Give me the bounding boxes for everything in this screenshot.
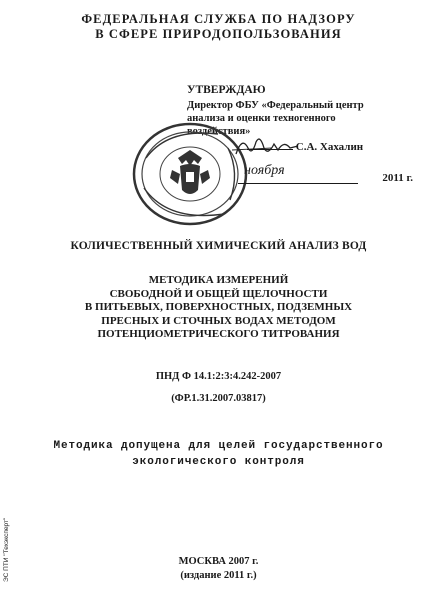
method-line-5: ПОТЕНЦИОМЕТРИЧЕСКОГО ТИТРОВАНИЯ <box>97 328 340 341</box>
agency-header <box>0 12 437 42</box>
method-line-4: ПРЕСНЫХ И СТОЧНЫХ ВОДАХ МЕТОДОМ <box>101 314 336 327</box>
approval-line-3: воздействия» <box>187 126 251 137</box>
permit-line-2: экологического контроля <box>132 456 305 468</box>
city-year: МОСКВА 2007 г. <box>178 556 259 567</box>
signatory-name: С.А. Хахалин <box>295 141 364 153</box>
method-title <box>0 274 437 342</box>
signatory-row <box>247 141 363 153</box>
method-line-2: СВОБОДНОЙ И ОБЩЕЙ ЩЕЛОЧНОСТИ <box>109 287 328 300</box>
publication-info <box>0 555 437 583</box>
approval-line-2: анализа и оценки техногенного <box>187 113 336 124</box>
registration-number: (ФР.1.31.2007.03817) <box>171 393 266 404</box>
approval-heading: УТВЕРЖДАЮ <box>187 84 266 96</box>
method-line-1: МЕТОДИКА ИЗМЕРЕНИЙ <box>148 274 289 286</box>
permit-statement <box>0 438 437 470</box>
method-line-3: В ПИТЬЕВЫХ, ПОВЕРХНОСТНЫХ, ПОДЗЕМНЫХ <box>84 301 353 314</box>
margin-note: ЭС ПТИ "Техэксперт" <box>3 517 10 582</box>
approval-line-1: Директор ФБУ «Федеральный центр <box>187 100 364 111</box>
handwritten-date <box>240 160 320 180</box>
handwritten-date-text: ноября <box>244 163 285 178</box>
document-code: ПНД Ф 14.1:2:3:4.242-2007 <box>155 371 282 382</box>
edition: (издание 2011 г.) <box>180 570 257 581</box>
agency-line-2: В СФЕРЕ ПРИРОДОПОЛЬЗОВАНИЯ <box>95 27 342 41</box>
agency-line-1: ФЕДЕРАЛЬНАЯ СЛУЖБА ПО НАДЗОРУ <box>81 12 356 26</box>
permit-line-1: Методика допущена для целей государственного <box>53 440 384 452</box>
series-title: КОЛИЧЕСТВЕННЫЙ ХИМИЧЕСКИЙ АНАЛИЗ ВОД <box>70 240 367 252</box>
approval-year: 2011 г. <box>382 172 413 184</box>
date-underline <box>238 183 358 184</box>
